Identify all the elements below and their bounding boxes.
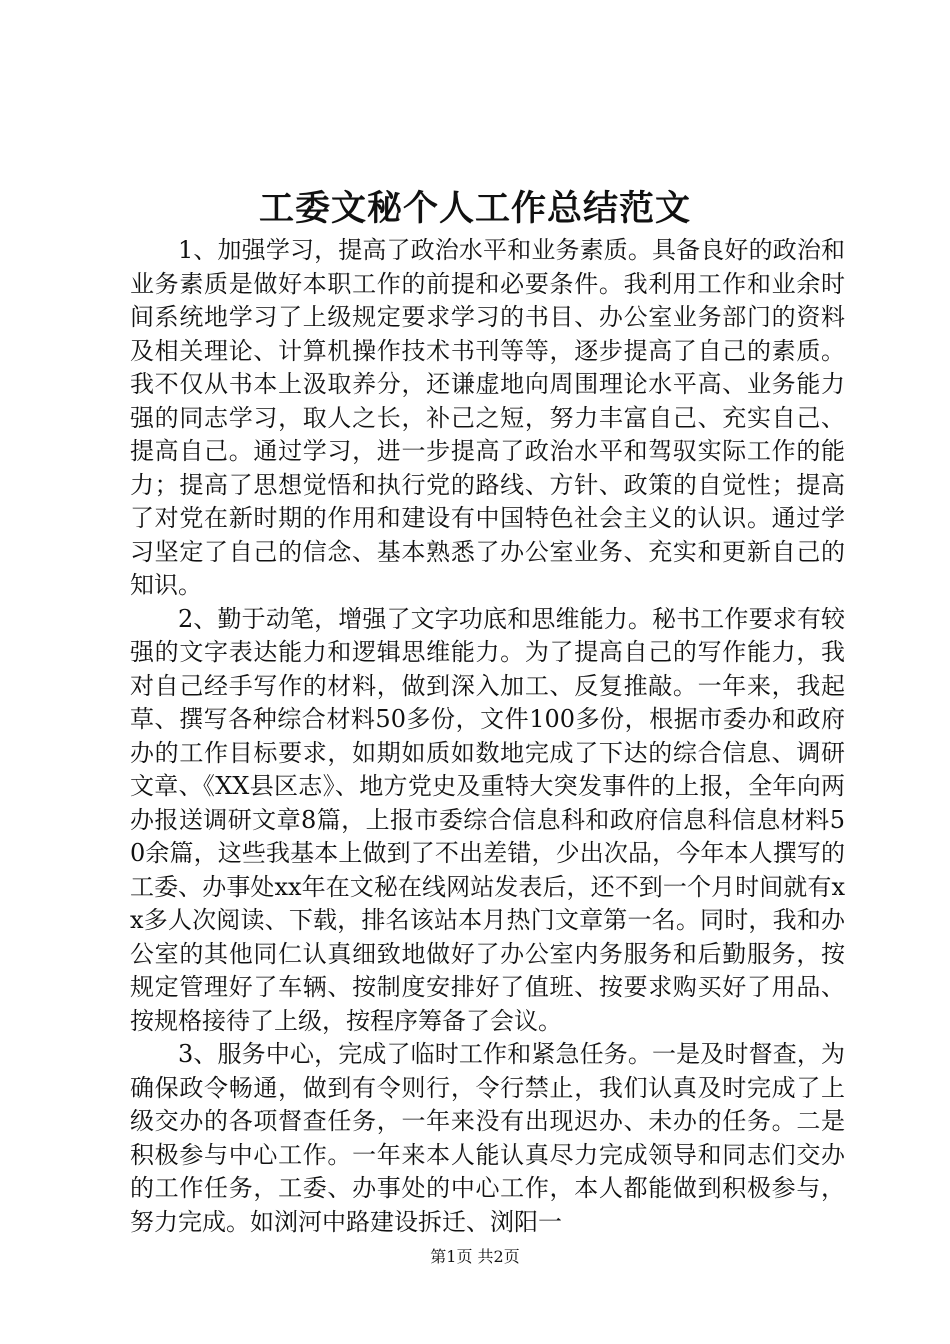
page-number-footer: 第1页 共2页	[430, 1247, 520, 1266]
paragraph-3: 3、服务中心，完成了临时工作和紧急任务。一是及时督查，为确保政令畅通，做到有令则行，令行禁止，我们认真及时完成了上级交办的各项督查任务，一年来没有出现迟办、未办的任务。二是积极参与中心工作。一年来本人能认真尽力完成领导和同志们交办的工作任务，工委、办事处的中心工作，本人都能做到积极参与，努力完成。如浏河中路建设拆迁、浏阳一	[130, 1040, 845, 1236]
paragraph-2: 2、勤于动笔，增强了文字功底和思维能力。秘书工作要求有较强的文字表达能力和逻辑思维能力。为了提高自己的写作能力，我对自己经手写作的材料，做到深入加工、反复推敲。一年来，我起草、撰写各种综合材料50多份，文件100多份，根据市委办和政府办的工作目标要求，如期如质如数地完成了下达的综合信息、调研文章、《XX县区志》、地方党史及重特大突发事件的上报，全年向两办报送调研文章8篇，上报市委综合信息科和政府信息科信息材料50余篇，这些我基本上做到了不出差错，少出次品，今年本人撰写的工委、办事处xx年在文秘在线网站发表后，还不到一个月时间就有xx多人次阅读、下载，排名该站本月热门文章第一名。同时，我和办公室的其他同仁认真细致地做好了办公室内务服务和后勤服务，按规定管理好了车辆、按制度安排好了值班、按要求购买好了用品、按规格接待了上级，按程序筹备了会议。	[130, 604, 845, 1035]
document-title: 工委文秘个人工作总结范文	[258, 188, 691, 229]
paragraph-1: 1、加强学习，提高了政治水平和业务素质。具备良好的政治和业务素质是做好本职工作的前提和必要条件。我利用工作和业余时间系统地学习了上级规定要求学习的书目、办公室业务部门的资料及相关理论、计算机操作技术书刊等等，逐步提高了自己的素质。我不仅从书本上汲取养分，还谦虚地向周围理论水平高、业务能力强的同志学习，取人之长，补己之短，努力丰富自己、充实自己、提高自己。通过学习，进一步提高了政治水平和驾驭实际工作的能力；提高了思想觉悟和执行党的路线、方针、政策的自觉性；提高了对党在新时期的作用和建设有中国特色社会主义的认识。通过学习坚定了自己的信念、基本熟悉了办公室业务、充实和更新自己的知识。	[130, 236, 845, 599]
document-body	[130, 234, 845, 1239]
